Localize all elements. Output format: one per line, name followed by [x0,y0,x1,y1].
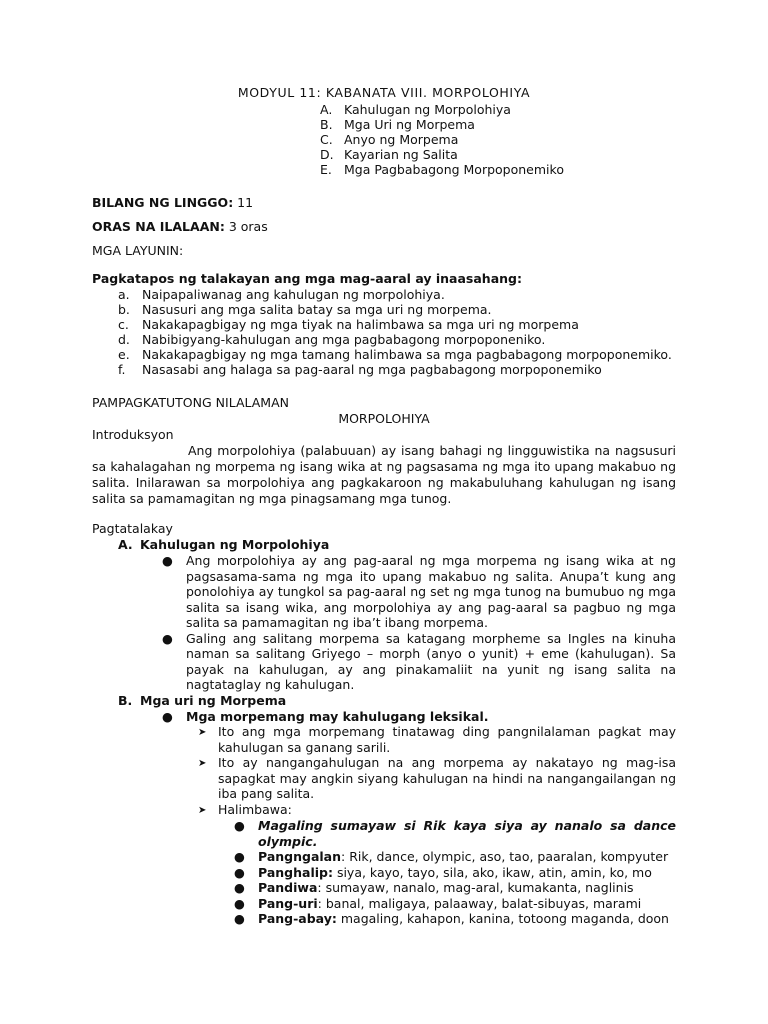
objective-item: c. Nakakapagbigay ng mga tiyak na halimbawa sa mga uri ng morpema [118,317,579,332]
section-b-arrow-list [92,724,676,818]
bullet-item: ● Ang morpolohiya ay ang pag-aaral ng mga morpema ng isang wika at ng pagsasama-sama ng mga ito upang makabuo ng salita. Anupa’t kung ang ponolohiya ay tungkol sa pag-aaral ng set ng mga tunog na bumubuo ng mga salita sa isang wika, ang morpolohiya ay ang pag-aaral sa pagbuo ng mga salita sa pamamagitan ng iba’t ibang morpema. [162,553,676,630]
toc-item: E. Mga Pagbabagong Morpoponemiko [320,162,564,177]
bullet-icon: ● [234,880,245,895]
bullet-icon: ● [234,849,245,864]
objective-item: d. Nabibigyang-kahulugan ang mga pagbabagong morpoponeniko. [118,332,546,347]
objective-item: b. Nasusuri ang mga salita batay sa mga uri ng morpema. [118,302,492,317]
example-item: ● Pang-abay: magaling, kahapon, kanina, totoong maganda, doon [234,911,669,926]
example-sentence: Magaling sumayaw si Rik kaya siya ay nanalo sa dance olympic. [258,818,676,849]
document-page [92,84,676,927]
content-title: MORPOLOHIYA [338,411,430,426]
arrow-item: ➤ Halimbawa: [198,801,292,817]
section-a-heading: A. Kahulugan ng Morpolohiya [118,537,330,552]
arrow-item: ➤ Ito ang mga morpemang tinatawag ding pangnilalaman pagkat may kahulugan sa ganang sarili. [198,724,676,755]
toc-item: C. Anyo ng Morpema [320,132,459,147]
week-line [92,195,676,211]
toc-item: B. Mga Uri ng Morpema [320,117,475,132]
hours-line [92,219,676,235]
content-heading: PAMPAGKATUTONG NILALAMAN [92,395,289,410]
objectives-list [92,287,676,377]
arrow-bullet-icon: ➤ [198,727,207,738]
bullet-item: ● Mga morpemang may kahulugang leksikal. [162,708,489,724]
intro-paragraph: Ang morpolohiya (palabuuan) ay isang bahagi ng lingguwistika na nagsusuri sa kahalagahan ng morpema ng isang wika at ng pagsasama ng mga ito upang makabuo ng salita. Inilarawan sa morpolohiya ang pagkakaroon ng makabuluhang kahulugan ng isang salita sa pamamagitan ng mga pinagsamang mga tunog. [92,443,676,506]
bullet-icon: ● [234,895,245,911]
discussion-heading: Pagtatalakay [92,521,173,536]
bullet-icon: ● [162,553,173,568]
arrow-bullet-icon: ➤ [198,758,207,769]
objective-item: e. Nakakapagbigay ng mga tamang halimbawa sa mga pagbabagong morpoponemiko. [118,347,672,362]
example-sentence-item [234,818,676,849]
week-value: 11 [237,195,254,210]
bullet-icon: ● [234,864,245,880]
objective-item: f. Nasasabi ang halaga sa pag-aaral ng mga pagbabagong morpoponemiko [118,362,602,377]
section-a-bullets [92,553,676,693]
objectives-intro: Pagkatapos ng talakayan ang mga mag-aaral ay inaasahang: [92,271,522,286]
bullet-icon: ● [234,911,245,926]
example-item: ● Pandiwa: sumayaw, nanalo, mag-aral, kumakanta, naglinis [234,880,634,895]
arrow-item: ➤ Ito ay nangangahulugan na ang morpema ay nakatayo ng mag-isa sapagkat may angkin siyang kahulugan na hindi na nangangailangan ng iba pang salita. [198,755,676,801]
hours-label: ORAS NA ILALAAN: [92,219,225,234]
bullet-icon: ● [162,630,173,646]
module-title: MODYUL 11: KABANATA VIII. MORPOLOHIYA [237,85,531,100]
objective-item: a. Naipapaliwanag ang kahulugan ng morpolohiya. [118,287,445,302]
examples-list [92,818,676,927]
toc-item: A. Kahulugan ng Morpolohiya [320,102,511,117]
arrow-bullet-icon: ➤ [198,804,207,816]
toc-item: D. Kayarian ng Salita [320,147,458,162]
table-of-contents [320,102,676,177]
section-b-bullets [92,709,676,725]
hours-value: 3 oras [228,219,268,234]
bullet-icon: ● [162,708,173,724]
example-item: ● Panghalip: siya, kayo, tayo, sila, ako, ikaw, atin, amin, ko, mo [234,864,652,880]
bullet-item: ● Galing ang salitang morpema sa katagang morpheme sa Ingles na kinuha naman sa salitang Griyego – morph (anyo o yunit) + eme (kahulugan). Sa payak na kahulugan, ay ang pinakamaliit na yunit ng isang salita na nagtataglay ng kahulugan. [162,630,676,692]
objectives-heading: MGA LAYUNIN: [92,243,184,258]
intro-heading: Introduksyon [92,427,174,442]
example-item: ● Pangngalan: Rik, dance, olympic, aso, tao, paaralan, kompyuter [234,849,669,864]
bullet-icon: ● [234,818,245,833]
example-item: ● Pang-uri: banal, maligaya, palaaway, balat-sibuyas, marami [234,895,642,911]
section-b-heading: B. Mga uri ng Morpema [118,692,287,708]
week-label: BILANG NG LINGGO: [92,195,234,210]
